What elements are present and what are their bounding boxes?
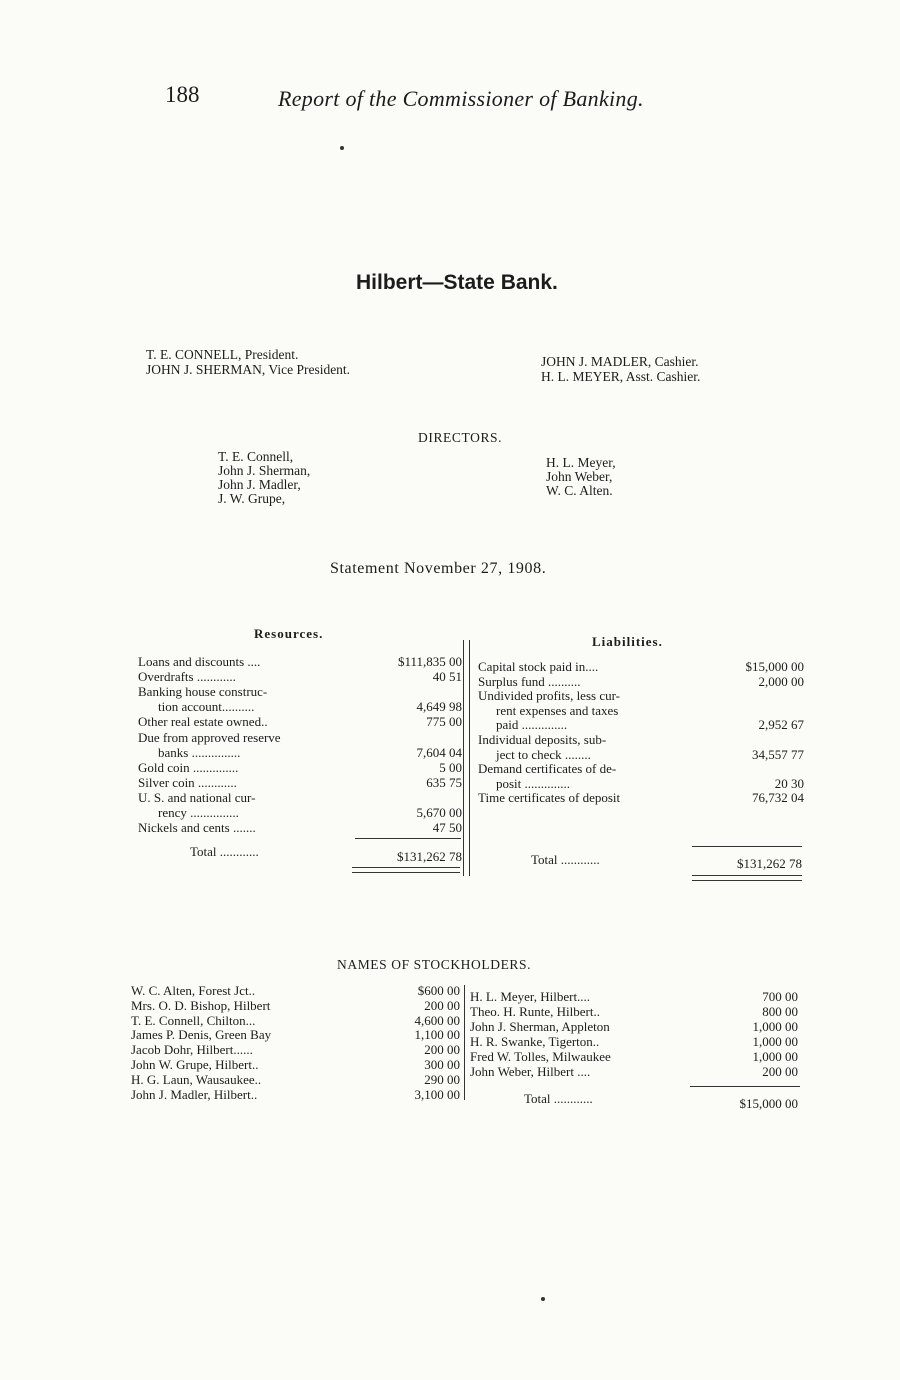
stockholder-left-amount: $600 00 [417,983,460,998]
column-divider [469,640,470,876]
stockholder-left-amount: 300 00 [424,1057,460,1072]
liabilities-row-label: Individual deposits, sub- [478,732,607,747]
director-name: John J. Sherman, [218,463,311,478]
stockholder-left-label: H. G. Laun, Wausaukee.. [131,1071,262,1087]
director-name: H. L. Meyer, [546,455,616,470]
liabilities-row-amount: 2,952 67 [758,717,804,733]
liabilities-row-label: rent expenses and taxes [496,702,619,718]
resources-row-amount: 635 75 [426,774,462,790]
stockholder-right-label: Fred W. Tolles, Milwaukee [470,1049,611,1064]
stockholder-left-label: T. E. Connell, Chilton... [131,1012,256,1028]
resources-row-label: Due from approved reserve [138,729,281,745]
liabilities-row-label: Surplus fund .......... [478,673,581,689]
director-name: T. E. Connell, [218,449,294,464]
resources-heading: Resources. [254,626,324,641]
statement-title: Statement November 27, 1908. [330,560,547,577]
officer-asst-cashier: H. L. MEYER, Asst. Cashier. [541,369,701,384]
liabilities-heading: Liabilities. [592,634,663,649]
stockholder-left-amount: 1,100 00 [414,1027,460,1043]
liabilities-row-amount: $15,000 00 [745,659,804,674]
director-name: John Weber, [546,469,613,484]
stockholder-left-amount: 290 00 [424,1071,460,1087]
liabilities-row-label: Demand certificates of de- [478,761,617,777]
double-rule [352,867,460,873]
sum-rule [355,838,461,839]
stockholder-right-label: John Weber, Hilbert .... [470,1064,591,1079]
stockholder-right-amount: 800 00 [762,1004,798,1019]
stockholder-left-amount: 200 00 [424,1042,460,1058]
liabilities-row-label: Capital stock paid in.... [478,659,599,674]
liabilities-row-amount: 20 30 [774,775,804,791]
resources-total-amount: $131,262 78 [397,849,462,864]
liabilities-total-label: Total ............ [531,852,600,867]
officer-vice-president: JOHN J. SHERMAN, Vice President. [146,362,351,377]
double-rule [692,875,802,881]
resources-row-label: Banking house construc- [138,684,268,700]
resources-row-amount: 5 00 [439,759,462,775]
page-number: 188 [165,82,200,107]
stockholder-right-label: H. L. Meyer, Hilbert.... [470,989,591,1004]
officer-cashier: JOHN J. MADLER, Cashier. [541,354,699,369]
liabilities-row-label: Time certificates of deposit [478,790,621,806]
resources-row-label: U. S. and national cur- [138,789,256,805]
stockholder-right-label: John J. Sherman, Appleton [470,1019,610,1034]
resources-row-amount: 4,649 98 [416,699,462,715]
liabilities-row-amount: 2,000 00 [758,673,804,689]
stockholder-right-amount: 700 00 [762,989,798,1004]
stockholders-total-label: Total ............ [524,1091,593,1106]
stockholder-left-label: James P. Denis, Green Bay [131,1027,272,1043]
resources-row-label: banks ............... [158,744,241,760]
liabilities-row-amount: 34,557 77 [752,746,804,762]
resources-row-label: Loans and discounts .... [138,654,261,669]
stockholder-right-label: Theo. H. Runte, Hilbert.. [470,1004,600,1019]
director-name: W. C. Alten. [546,483,613,498]
resources-row-label: Nickels and cents ....... [138,820,256,836]
stockholder-left-amount: 4,600 00 [414,1012,460,1028]
sum-rule [692,846,802,847]
liabilities-row-amount: 76,732 04 [752,790,804,806]
stockholder-left-label: Jacob Dohr, Hilbert...... [131,1042,253,1058]
resources-row-label: Other real estate owned.. [138,714,268,730]
column-divider [464,985,465,1100]
liabilities-row-label: posit .............. [496,775,571,791]
directors-heading: DIRECTORS. [418,430,503,445]
sum-rule [690,1086,800,1087]
stockholder-right-amount: 200 00 [762,1064,798,1079]
liabilities-row-label: ject to check ........ [496,746,591,762]
resources-row-amount: 47 50 [432,820,462,836]
stockholders-total-amount: $15,000 00 [739,1096,798,1111]
director-name: John J. Madler, [218,477,301,492]
resources-row-label: tion account.......... [158,699,255,715]
liabilities-row-label: paid .............. [496,717,568,733]
running-title: Report of the Commissioner of Banking. [278,86,644,111]
stockholder-left-label: John J. Madler, Hilbert.. [131,1086,258,1102]
ink-dot [340,146,344,150]
stockholder-left-amount: 3,100 00 [414,1086,460,1102]
stockholder-right-label: H. R. Swanke, Tigerton.. [470,1034,600,1049]
liabilities-row-label: Undivided profits, less cur- [478,688,620,704]
column-divider [463,640,464,876]
resources-row-amount: 7,604 04 [416,744,462,760]
bank-name: Hilbert—State Bank. [356,271,558,294]
stockholder-right-amount: 1,000 00 [752,1019,798,1034]
stockholder-left-label: John W. Grupe, Hilbert.. [131,1057,259,1072]
stockholder-right-amount: 1,000 00 [752,1049,798,1064]
resources-row-amount: 775 00 [426,714,462,730]
resources-total-label: Total ............ [190,844,259,859]
resources-row-label: rency ............... [158,805,239,820]
resources-row-amount: 40 51 [432,669,462,685]
stockholder-left-label: Mrs. O. D. Bishop, Hilbert [131,997,271,1013]
officer-president: T. E. CONNELL, President. [146,347,299,362]
resources-row-label: Gold coin .............. [138,759,239,775]
resources-row-amount: 5,670 00 [416,805,462,820]
resources-row-amount: $111,835 00 [397,654,462,669]
stockholder-right-amount: 1,000 00 [752,1034,798,1049]
resources-row-label: Overdrafts ............ [138,669,236,685]
ink-dot [541,1297,545,1301]
director-name: J. W. Grupe, [218,491,286,506]
stockholders-heading: NAMES OF STOCKHOLDERS. [337,957,532,972]
stockholder-left-amount: 200 00 [424,997,460,1013]
liabilities-total-amount: $131,262 78 [737,856,802,871]
resources-row-label: Silver coin ............ [138,774,237,790]
stockholder-left-label: W. C. Alten, Forest Jct.. [131,983,256,998]
